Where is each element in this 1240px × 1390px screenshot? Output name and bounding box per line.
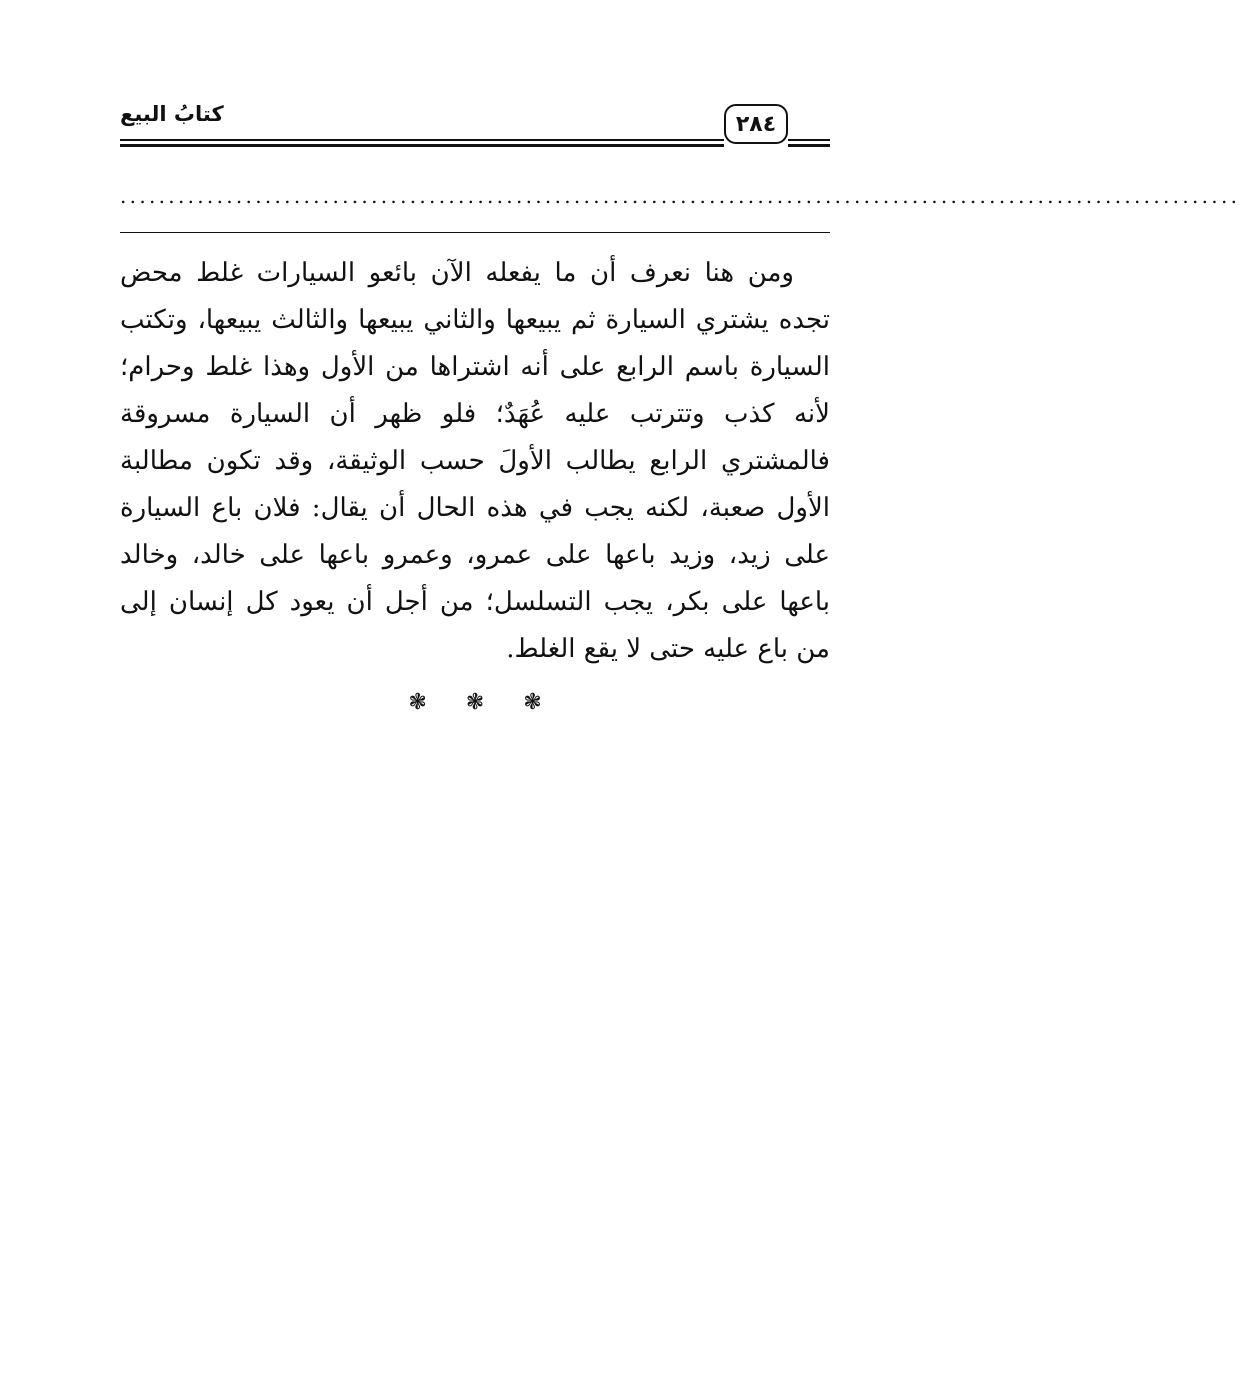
ornament-icon: ❃ [465, 690, 485, 715]
page-number-badge [724, 104, 788, 144]
body-paragraph: ومن هنا نعرف أن ما يفعله الآن بائعو السيارات غلط محض تجده يشتري السيارة ثم يبيعها والثاني يبيعها والثالث يبيعها، وتكتب السيارة باسم الرابع على أنه اشتراها من الأول وهذا غلط وحرام؛ لأنه كذب وتترتب عليه عُهَدٌ؛ فلو ظهر أن السيارة مسروقة فالمشتري الرابع يطالب الأولَ حسب الوثيقة، وقد تكون مطالبة الأول صعبة، لكنه يجب في هذه الحال أن يقال: فلان باع السيارة على زيد، وزيد باعها على عمرو، وعمرو باعها على خالد، وخالد باعها على بكر، يجب التسلسل؛ من أجل أن يعود كل إنسان إلى من باع عليه حتى لا يقع الغلط. [120, 258, 830, 664]
ornament-icon: ❃ [523, 690, 542, 715]
header-rule-right-bottom [788, 144, 830, 147]
book-title: كتابُ البيع [120, 102, 224, 126]
header-rule-bottom [120, 144, 724, 147]
page-header [120, 100, 830, 152]
section-ornaments [120, 690, 830, 715]
dotted-line: .................................................................................................................... [120, 184, 1240, 208]
header-rule-right-top [788, 139, 830, 141]
header-rule-top [120, 139, 724, 141]
separator-line [120, 232, 830, 233]
page-number: ٢٨٤ [735, 111, 777, 137]
ornament-icon: ❃ [408, 690, 427, 715]
